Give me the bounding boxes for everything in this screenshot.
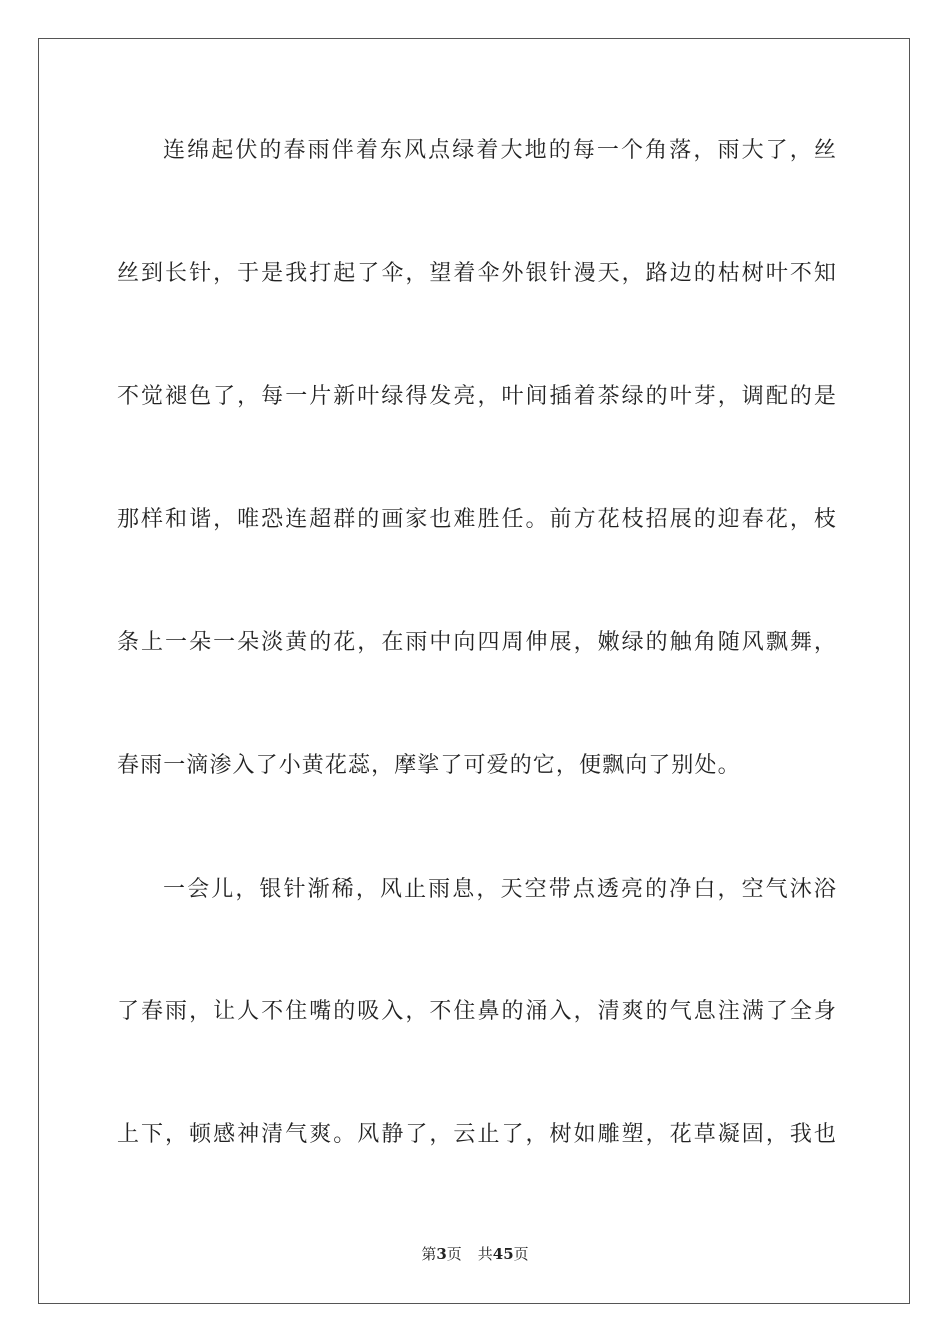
page-footer [0, 1244, 950, 1264]
text-line: 了春雨，让人不住嘴的吸入，不住鼻的涌入，清爽的气息注满了全身 [117, 999, 837, 1024]
page-prefix: 第 [421, 1245, 437, 1263]
page-border [38, 38, 910, 1304]
text-line: 春雨一滴渗入了小黄花蕊，摩挲了可爱的它，便飘向了别处。 [117, 753, 741, 778]
page-total: 45 [492, 1245, 514, 1263]
text-line: 连绵起伏的春雨伴着东风点绿着大地的每一个角落，雨大了，丝 [163, 138, 837, 163]
page-current: 3 [436, 1245, 447, 1263]
text-line: 条上一朵一朵淡黄的花，在雨中向四周伸展，嫩绿的触角随风飘舞， [117, 630, 837, 655]
text-line: 不觉褪色了，每一片新叶绿得发亮，叶间插着茶绿的叶芽，调配的是 [117, 384, 837, 409]
total-suffix: 页 [513, 1245, 529, 1263]
text-line: 上下，顿感神清气爽。风静了，云止了，树如雕塑，花草凝固，我也 [117, 1122, 837, 1147]
total-prefix: 共 [477, 1245, 493, 1263]
text-line: 那样和谐，唯恐连超群的画家也难胜任。前方花枝招展的迎春花，枝 [117, 507, 837, 532]
page-suffix: 页 [446, 1245, 462, 1263]
text-line: 丝到长针，于是我打起了伞，望着伞外银针漫天，路边的枯树叶不知 [117, 261, 837, 286]
text-line: 一会儿，银针渐稀，风止雨息，天空带点透亮的净白，空气沐浴 [163, 877, 837, 902]
